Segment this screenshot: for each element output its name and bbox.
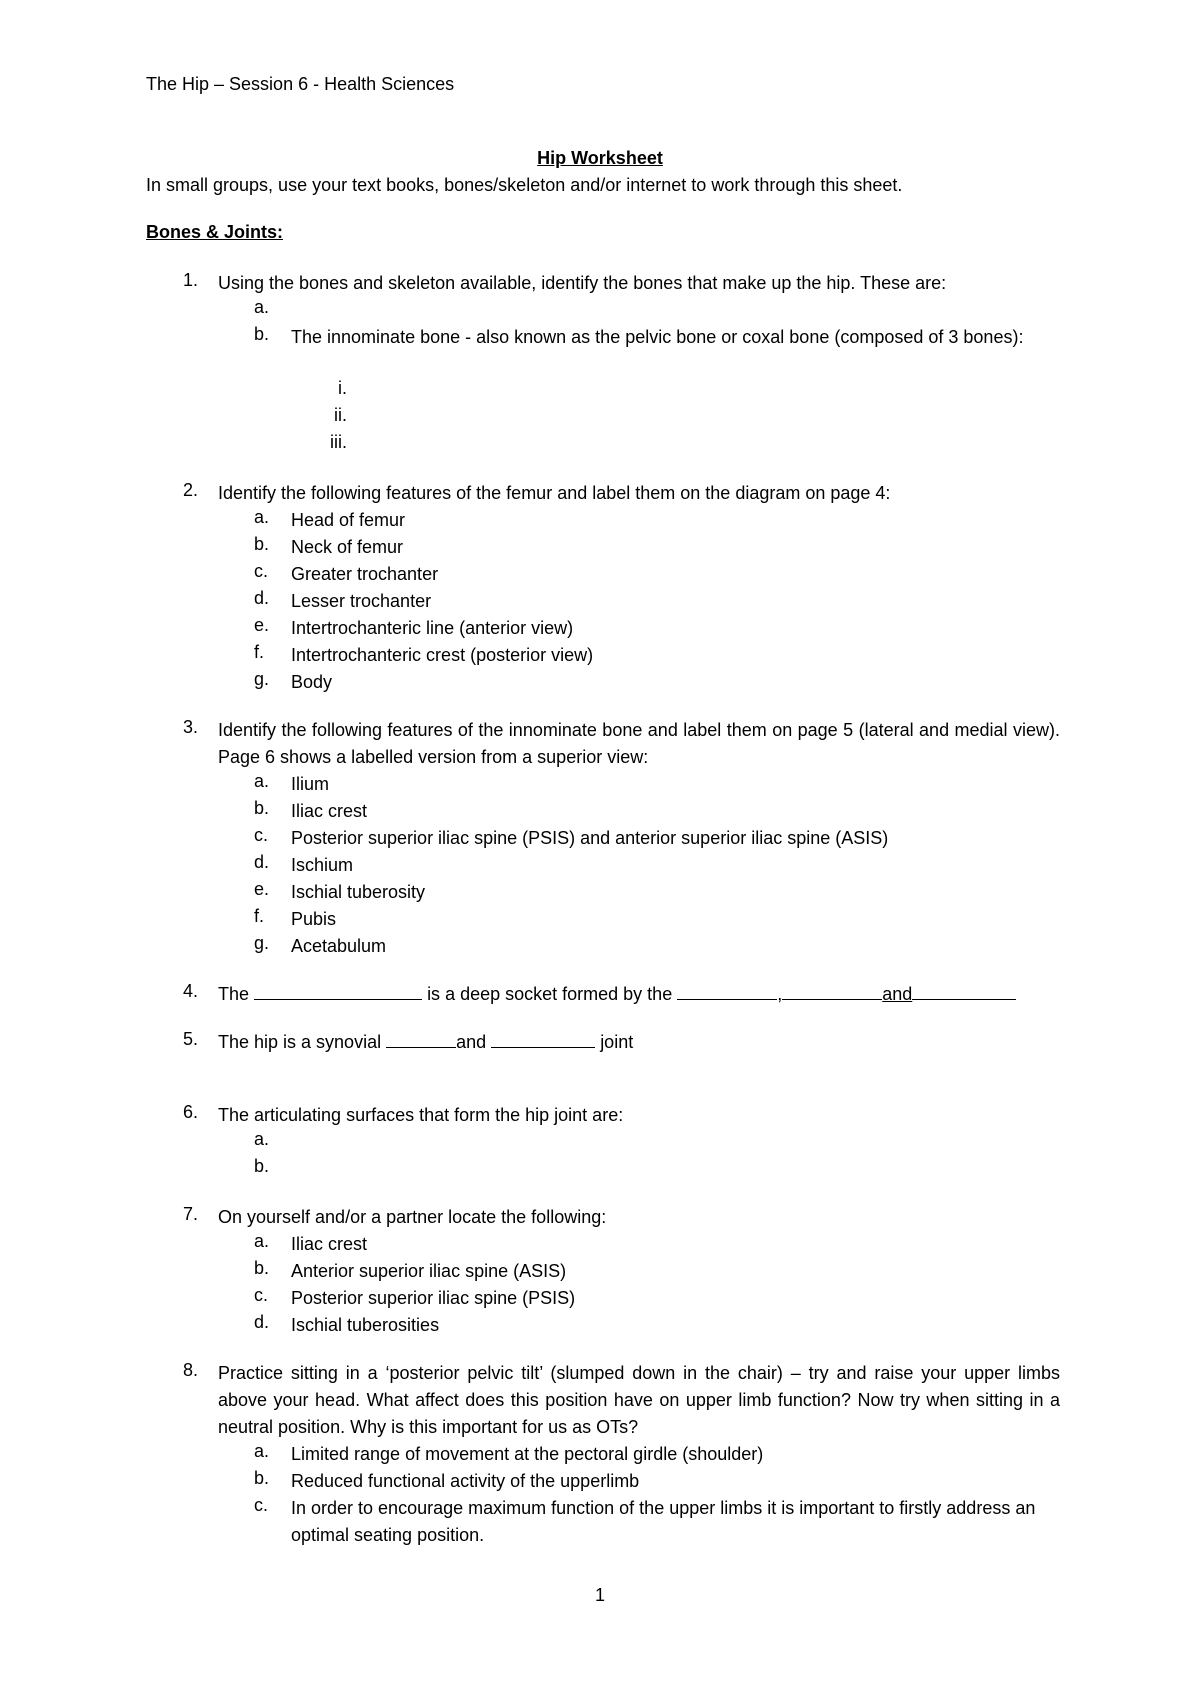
text-fragment: is a deep socket formed by the bbox=[427, 984, 673, 1004]
roman-item bbox=[0, 405, 1200, 432]
item-letter: g. bbox=[254, 933, 270, 953]
item-letter: d. bbox=[254, 852, 270, 872]
item-letter: a. bbox=[254, 1441, 270, 1461]
list-item bbox=[0, 825, 1200, 852]
item-letter: d. bbox=[254, 588, 270, 608]
item-text: Neck of femur bbox=[291, 537, 404, 557]
item-text: Ilium bbox=[291, 774, 330, 794]
list-item bbox=[0, 1312, 1200, 1339]
page-title: Hip Worksheet bbox=[537, 148, 663, 168]
item-text: Posterior superior iliac spine (PSIS) and anterior superior iliac spine (ASIS) bbox=[291, 828, 889, 848]
item-letter: b. bbox=[254, 324, 270, 344]
item-text: Intertrochanteric line (anterior view) bbox=[291, 618, 574, 638]
question-number: 8. bbox=[183, 1360, 199, 1380]
intro-text: In small groups, use your text books, bones/skeleton and/or internet to work through this sheet. bbox=[146, 175, 903, 195]
page-number: 1 bbox=[594, 1585, 605, 1605]
item-letter: a. bbox=[254, 507, 270, 527]
list-item bbox=[0, 1495, 1200, 1549]
answer-blank[interactable] bbox=[782, 983, 882, 1000]
item-letter: b. bbox=[254, 534, 270, 554]
question-text: Practice sitting in a ‘posterior pelvic tilt’ (slumped down in the chair) – try and raise your upper limbs above your head. What affect does this position have on upper limb function? Now try when sitting in a neutral position. Why is this important for us as OTs? bbox=[218, 1363, 1060, 1437]
list-item bbox=[0, 615, 1200, 642]
question-text bbox=[218, 981, 1060, 1008]
item-letter: f. bbox=[254, 906, 265, 926]
list-item bbox=[0, 561, 1200, 588]
list-item bbox=[0, 933, 1200, 960]
question-number: 7. bbox=[183, 1204, 199, 1224]
item-text: Iliac crest bbox=[291, 1234, 368, 1254]
item-text: Ischial tuberosity bbox=[291, 882, 426, 902]
item-text: Iliac crest bbox=[291, 801, 368, 821]
list-item bbox=[0, 1231, 1200, 1258]
item-text: Ischium bbox=[291, 855, 354, 875]
item-text: Pubis bbox=[291, 909, 337, 929]
text-fragment: and bbox=[456, 1032, 487, 1052]
item-text: Lesser trochanter bbox=[291, 591, 432, 611]
text-fragment: , bbox=[777, 984, 783, 1004]
item-text: Head of femur bbox=[291, 510, 406, 530]
roman-item bbox=[0, 378, 1200, 405]
list-item bbox=[0, 1258, 1200, 1285]
question-text: Using the bones and skeleton available, identify the bones that make up the hip. These are: bbox=[218, 273, 947, 293]
list-item bbox=[0, 906, 1200, 933]
item-letter: f. bbox=[254, 642, 265, 662]
question-number: 5. bbox=[183, 1029, 199, 1049]
question-number: 4. bbox=[183, 981, 199, 1001]
question-text bbox=[218, 1029, 1060, 1056]
item-letter: c. bbox=[254, 561, 269, 581]
text-fragment: joint bbox=[600, 1032, 634, 1052]
item-letter: e. bbox=[254, 879, 270, 899]
item-text: Body bbox=[291, 672, 333, 692]
question-text: Identify the following features of the innominate bone and label them on page 5 (lateral and medial view). Page 6 shows a labelled version from a superior view: bbox=[218, 720, 1060, 767]
question-number: 3. bbox=[183, 717, 199, 737]
list-item bbox=[0, 798, 1200, 825]
item-text: In order to encourage maximum function of the upper limbs it is important to firstly address an optimal seating position. bbox=[291, 1498, 1036, 1545]
question-text: The articulating surfaces that form the hip joint are: bbox=[218, 1105, 624, 1125]
item-letter: a. bbox=[254, 297, 270, 317]
text-fragment: The bbox=[218, 984, 250, 1004]
item-text: Posterior superior iliac spine (PSIS) bbox=[291, 1288, 576, 1308]
section-heading: Bones & Joints: bbox=[146, 222, 284, 242]
item-letter: c. bbox=[254, 1285, 269, 1305]
item-letter: g. bbox=[254, 669, 270, 689]
item-text: Ischial tuberosities bbox=[291, 1315, 440, 1335]
roman-numeral: iii. bbox=[330, 432, 347, 452]
list-item bbox=[0, 1156, 1200, 1183]
question-text: Identify the following features of the femur and label them on the diagram on page 4: bbox=[218, 483, 891, 503]
item-letter: c. bbox=[254, 1495, 269, 1515]
list-item bbox=[0, 507, 1200, 534]
list-item bbox=[0, 588, 1200, 615]
list-item bbox=[0, 642, 1200, 669]
list-item bbox=[0, 771, 1200, 798]
page-header: The Hip – Session 6 - Health Sciences bbox=[146, 74, 455, 94]
item-text: Reduced functional activity of the upperlimb bbox=[291, 1471, 640, 1491]
item-letter: a. bbox=[254, 1129, 270, 1149]
item-text: Acetabulum bbox=[291, 936, 387, 956]
item-text: Limited range of movement at the pectoral girdle (shoulder) bbox=[291, 1444, 764, 1464]
list-item bbox=[0, 1441, 1200, 1468]
roman-numeral: i. bbox=[338, 378, 347, 398]
list-item bbox=[0, 852, 1200, 879]
question-text: On yourself and/or a partner locate the following: bbox=[218, 1207, 607, 1227]
answer-blank[interactable] bbox=[386, 1031, 456, 1048]
item-letter: d. bbox=[254, 1312, 270, 1332]
item-text: Greater trochanter bbox=[291, 564, 439, 584]
text-fragment: The hip is a synovial bbox=[218, 1032, 382, 1052]
roman-item bbox=[0, 432, 1200, 459]
list-item bbox=[0, 297, 1200, 324]
answer-blank[interactable] bbox=[912, 983, 1016, 1000]
answer-blank[interactable] bbox=[254, 983, 422, 1000]
item-letter: b. bbox=[254, 1156, 270, 1176]
item-letter: c. bbox=[254, 825, 269, 845]
answer-blank[interactable] bbox=[491, 1031, 595, 1048]
list-item bbox=[0, 669, 1200, 696]
item-letter: e. bbox=[254, 615, 270, 635]
question-number: 2. bbox=[183, 480, 199, 500]
list-item bbox=[0, 1129, 1200, 1156]
item-letter: b. bbox=[254, 798, 270, 818]
item-text: Anterior superior iliac spine (ASIS) bbox=[291, 1261, 567, 1281]
list-item bbox=[0, 879, 1200, 906]
roman-numeral: ii. bbox=[334, 405, 347, 425]
question-number: 6. bbox=[183, 1102, 199, 1122]
list-item bbox=[0, 534, 1200, 561]
text-fragment: and bbox=[882, 984, 913, 1004]
answer-blank[interactable] bbox=[677, 983, 777, 1000]
item-letter: a. bbox=[254, 1231, 270, 1251]
item-letter: b. bbox=[254, 1258, 270, 1278]
list-item bbox=[0, 1468, 1200, 1495]
item-letter: b. bbox=[254, 1468, 270, 1488]
item-text: Intertrochanteric crest (posterior view) bbox=[291, 645, 594, 665]
item-text: The innominate bone - also known as the pelvic bone or coxal bone (composed of 3 bones): bbox=[291, 327, 1024, 347]
question-number: 1. bbox=[183, 270, 199, 290]
list-item bbox=[0, 324, 1200, 378]
item-letter: a. bbox=[254, 771, 270, 791]
list-item bbox=[0, 1285, 1200, 1312]
